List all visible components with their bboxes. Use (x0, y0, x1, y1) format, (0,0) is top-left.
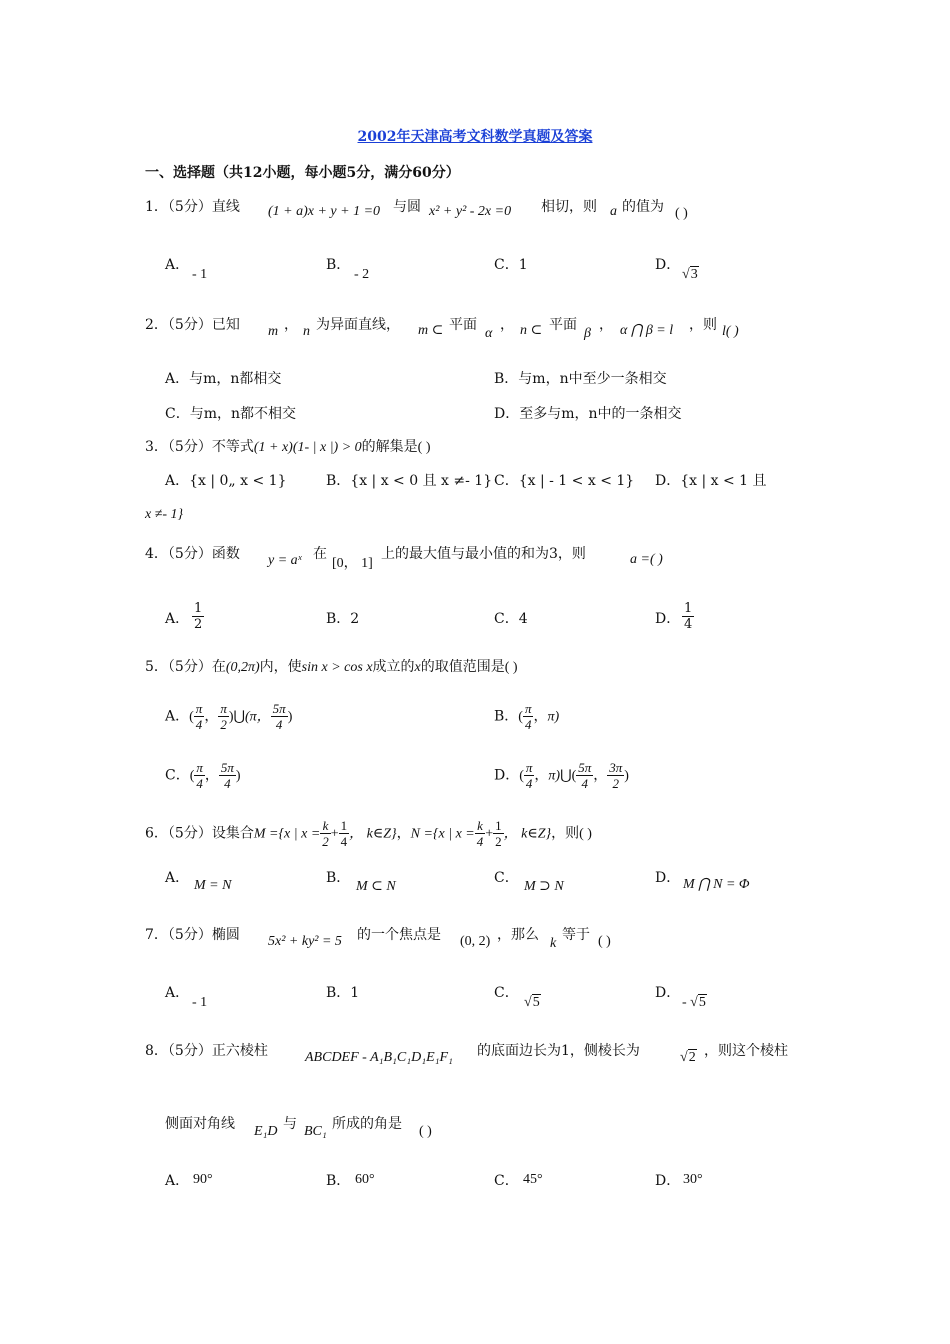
q8-text-5: 与 (283, 1116, 297, 1132)
q6-m-frac-2: $\frac{1}{4}$ (340, 818, 348, 849)
q7-option-a-value: - 1 (192, 995, 208, 1010)
q2-alpha: α (485, 326, 493, 341)
q5-answer-paren: ( ) (504, 660, 518, 675)
q5-c-frac-1: $\frac{\pi}{4}$ (196, 760, 203, 791)
q6-option-c-label: C． (494, 870, 519, 886)
q8-option-c-value: 45° (523, 1172, 543, 1187)
q1-option-d-value: √3 (682, 267, 698, 282)
q5-a-frac-3: $\frac{5\pi}{4}$ (272, 701, 286, 732)
q1-text-3: 相切，则 (541, 199, 597, 215)
q8-option-d-value: 30° (683, 1172, 703, 1187)
q2-text-8: ，则 (689, 317, 717, 333)
q4-option-d-fraction: $\frac{1}{4}$ (684, 601, 693, 632)
q7-option-c-value: √5 (524, 995, 540, 1010)
q6-option-b-label: B． (326, 870, 351, 886)
q6-text-1: 设集合 (211, 825, 254, 842)
q2-text-5: ， (500, 317, 514, 333)
q1-answer-paren: ( ) (675, 206, 688, 221)
q5-text-1: 在 (211, 659, 226, 675)
q7-text-2: 的一个焦点是 (357, 927, 441, 943)
q2-n-subset: n ⊂ (520, 323, 543, 338)
q6-m-frac-1: $\frac{k}{2}$ (322, 818, 329, 849)
q1-option-b-label: B． (326, 257, 351, 273)
question-5 (145, 656, 518, 676)
q1-option-d-label: D． (655, 257, 681, 273)
question-4 (145, 543, 240, 563)
q5-option-c: C．( $\frac{\pi}{4}$ ， $\frac{5\pi}{4}$ ) (165, 760, 241, 791)
q2-number: 2．（5分） (145, 317, 212, 333)
q6-option-d-value: M ⋂ N = Φ (683, 877, 750, 892)
q3-text-2: 的解集是 (361, 439, 418, 455)
q5-interval: (0,2π) (225, 660, 260, 675)
q2-text-4: 平面 (449, 317, 477, 333)
q7-var-k: k (550, 936, 557, 951)
q5-a-frac-2: $\frac{\pi}{2}$ (220, 701, 227, 732)
q6-option-b-value: M ⊂ N (356, 879, 396, 894)
q6-answer-paren: ( ) (579, 826, 592, 842)
q2-text-3: 为异面直线， (316, 317, 400, 333)
q8-sqrt-2: √2 (680, 1050, 696, 1065)
q5-text-2: 内，使 (259, 659, 302, 675)
question-8 (145, 1040, 268, 1060)
q4-option-b: B．2 (326, 611, 360, 627)
q5-option-b: B．( $\frac{\pi}{4}$ ，π) (494, 701, 560, 732)
q7-ellipse-equation: 5x² + ky² = 5 (268, 934, 342, 949)
q7-option-d-value: - √5 (682, 995, 706, 1010)
page-title[interactable]: 2002年天津高考文科数学真题及答案 (357, 129, 593, 145)
q1-circle-equation: x² + y² - 2x =0 (429, 204, 512, 219)
q7-text-4: 等于 (562, 927, 590, 943)
q8-bc1: BC₁ (304, 1124, 327, 1139)
q2-option-d: D．至多与m，n中的一条相交 (494, 406, 682, 422)
q5-b-frac-1: $\frac{\pi}{4}$ (524, 701, 532, 732)
q1-option-a-value: - 1 (192, 267, 208, 282)
q4-option-a-fraction: $\frac{1}{2}$ (194, 601, 203, 632)
q8-option-b-value: 60° (355, 1172, 375, 1187)
q8-text-2: 的底面边长为1，侧棱长为 (477, 1043, 640, 1059)
q7-answer-paren: ( ) (598, 934, 611, 949)
q2-intersection: α ⋂ β = l (620, 323, 674, 338)
q8-answer-paren: ( ) (419, 1124, 432, 1139)
q7-text-3: ，那么 (497, 927, 539, 943)
q1-number: 1．（5分） (145, 199, 212, 215)
q2-var-n: n (303, 324, 310, 339)
q7-option-b: B．1 (326, 985, 360, 1001)
q5-var-x: x (414, 660, 421, 675)
question-6: 6．（5分）设集合M ={x | x = $\frac{k}{2}$ + $\frac{1}{4}$ ， k∈Z}，N ={x | x = $\frac{k}{4}$ + $\frac{1}{2}$ ， k∈Z}，则( ) (145, 818, 592, 849)
q3-option-a: A．{x | 0„ x < 1} (165, 473, 287, 489)
q7-text-1: 椭圆 (211, 927, 240, 943)
q8-e1d: E₁D (254, 1124, 278, 1139)
q6-option-c-value: M ⊃ N (524, 879, 564, 894)
q1-text-4: 的值为 (622, 199, 664, 215)
q4-option-c: C．4 (494, 611, 528, 627)
q2-option-a: A．与m，n都相交 (165, 371, 282, 387)
q3-answer-paren: ( ) (417, 440, 431, 455)
q1-option-b-value: - 2 (354, 267, 370, 282)
q2-m-subset: m ⊂ (418, 323, 444, 338)
q8-option-a-label: A． (165, 1173, 190, 1189)
q1-text-2: 与圆 (393, 199, 421, 215)
q5-text-4: 的取值范围是 (420, 659, 505, 675)
q5-option-a: A．( $\frac{\pi}{4}$ ， $\frac{\pi}{2}$ )⋃(π， $\frac{5\pi}{4}$ ) (165, 701, 293, 732)
q1-option-c: C．1 (494, 257, 528, 273)
q5-text-3: 成立的 (372, 659, 415, 675)
q2-text-2: ， (284, 317, 298, 333)
q4-function: y = aˣ (268, 553, 302, 568)
q6-number: 6．（5分） (145, 825, 212, 842)
q3-text-1: 不等式 (211, 439, 254, 455)
question-2 (145, 314, 240, 334)
q4-number: 4．（5分） (145, 546, 212, 562)
q6-n-frac-2: $\frac{1}{2}$ (495, 818, 502, 849)
q8-option-b-label: B． (326, 1173, 351, 1189)
q8-number: 8．（5分） (145, 1043, 212, 1059)
q4-text-3: 上的最大值与最小值的和为3，则 (381, 546, 586, 562)
q8-text-6: 所成的角是 (332, 1116, 402, 1132)
question-7 (145, 924, 240, 944)
q5-number: 5．（5分） (145, 659, 212, 675)
section-heading: 一、选择题（共12小题，每小题5分，满分60分） (145, 165, 460, 181)
q2-text-6: 平面 (549, 317, 577, 333)
q5-d-frac-3: $\frac{3\pi}{2}$ (609, 760, 623, 791)
q7-option-c-label: C． (494, 985, 519, 1001)
q1-var-a: a (610, 204, 617, 219)
q2-var-m: m (268, 324, 279, 339)
q6-option-a-value: M = N (194, 878, 232, 893)
q3-inequality: (1 + x)(1- | x |) > 0 (253, 440, 362, 455)
q4-option-a-label: A． (165, 611, 190, 627)
q2-beta: β (584, 326, 591, 341)
q4-answer-paren: a =( ) (630, 552, 663, 567)
q8-option-a-value: 90° (193, 1172, 213, 1187)
q8-prism: ABCDEF - A₁B₁C₁D₁E₁F₁ (305, 1050, 453, 1065)
q7-option-a-label: A． (165, 985, 190, 1001)
q6-n-frac-1: $\frac{k}{4}$ (476, 818, 484, 849)
q4-text-2: 在 (313, 546, 327, 562)
q5-d-frac-2: $\frac{5\pi}{4}$ (578, 760, 592, 791)
q6-option-d-label: D． (655, 870, 681, 886)
q8-option-c-label: C． (494, 1173, 519, 1189)
q1-text-1: 直线 (211, 199, 240, 215)
q4-text-1: 函数 (211, 546, 240, 562)
q8-option-d-label: D． (655, 1173, 681, 1189)
q8-text-4: 侧面对角线 (165, 1116, 235, 1132)
q8-text-1: 正六棱柱 (211, 1043, 268, 1059)
q1-option-a-label: A． (165, 257, 190, 273)
q5-condition: sin x > cos x (301, 660, 373, 675)
question-1 (145, 196, 240, 216)
q7-option-d-label: D． (655, 985, 681, 1001)
q3-option-d-cont: x ≠- 1} (145, 507, 184, 522)
q5-option-d: D．( $\frac{\pi}{4}$ ，π)⋃( $\frac{5\pi}{4}$ ， $\frac{3\pi}{2}$ ) (494, 760, 629, 791)
q4-option-d-label: D． (655, 611, 681, 627)
q3-option-b: B．{x | x < 0 且 x ≠- 1} (326, 473, 493, 489)
q5-a-frac-1: $\frac{\pi}{4}$ (195, 701, 203, 732)
q5-d-frac-1: $\frac{\pi}{4}$ (525, 760, 533, 791)
q3-option-d: D．{x | x < 1 且 (655, 473, 767, 489)
q2-option-b: B．与m，n中至少一条相交 (494, 371, 667, 387)
q4-interval: [0， 1] (332, 556, 373, 571)
q3-number: 3．（5分） (145, 439, 212, 455)
q2-option-c: C．与m，n都不相交 (165, 406, 297, 422)
q2-text-1: 已知 (211, 317, 240, 333)
q8-text-3: ，则这个棱柱 (704, 1043, 788, 1059)
q7-number: 7．（5分） (145, 927, 212, 943)
question-3 (145, 436, 431, 456)
q6-set-n: N ={x | x = (410, 826, 475, 842)
q6-option-a-label: A． (165, 870, 190, 886)
q6-set-m: M ={x | x = (253, 826, 321, 842)
q5-c-frac-2: $\frac{5\pi}{4}$ (220, 760, 234, 791)
q1-line-equation: (1 + a)x + y + 1 =0 (268, 204, 381, 219)
q2-answer-paren: l( ) (722, 324, 739, 339)
q7-focus: (0, 2) (460, 934, 491, 949)
q3-option-c: C．{x | - 1 < x < 1} (494, 473, 635, 489)
q2-text-7: ， (599, 317, 613, 333)
